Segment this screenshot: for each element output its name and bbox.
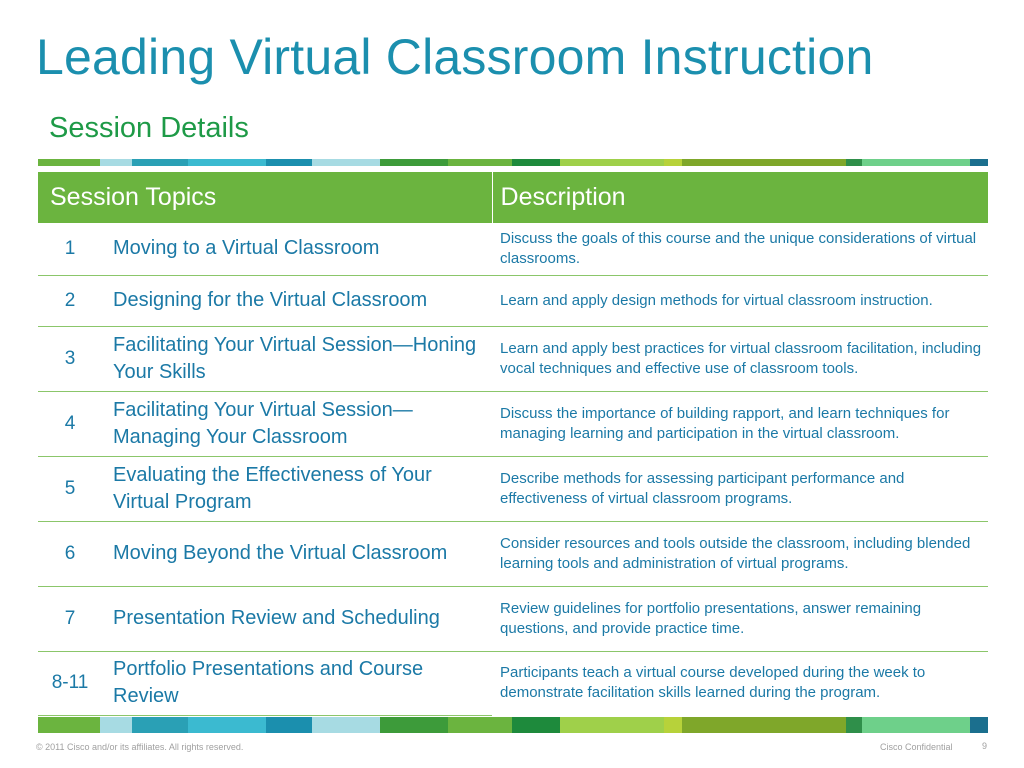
column-header-description: Description: [492, 172, 988, 223]
stripe-segment: [132, 717, 188, 733]
stripe-segment: [38, 717, 100, 733]
stripe-segment: [970, 717, 988, 733]
session-number: 6: [38, 521, 102, 586]
stripe-segment: [862, 717, 970, 733]
table-header-row: [38, 172, 988, 223]
session-number: 7: [38, 586, 102, 651]
session-number: 4: [38, 391, 102, 456]
stripe-segment: [846, 159, 862, 166]
session-topic: Designing for the Virtual Classroom: [102, 275, 492, 326]
stripe-segment: [448, 159, 512, 166]
stripe-segment: [312, 717, 380, 733]
session-topic: Moving Beyond the Virtual Classroom: [102, 521, 492, 586]
table-row: [38, 223, 988, 275]
stripe-segment: [512, 159, 560, 166]
stripe-segment: [560, 717, 664, 733]
session-description: Review guidelines for portfolio presentations, answer remaining questions, and provide practice time.: [492, 586, 988, 651]
table-row: [38, 275, 988, 326]
session-description: Discuss the goals of this course and the unique considerations of virtual classrooms.: [492, 223, 988, 275]
stripe-segment: [132, 159, 188, 166]
session-number: 1: [38, 223, 102, 275]
page-subtitle: Session Details: [49, 112, 249, 144]
stripe-segment: [380, 159, 448, 166]
stripe-segment: [664, 159, 682, 166]
stripe-segment: [448, 717, 512, 733]
column-header-topics: Session Topics: [38, 172, 492, 223]
session-description: Participants teach a virtual course developed during the week to demonstrate facilitation skills learned during the program.: [500, 664, 926, 702]
session-number: 8-11: [38, 651, 102, 715]
stripe-segment: [512, 717, 560, 733]
stripe-segment: [682, 159, 846, 166]
session-number: 2: [38, 275, 102, 326]
stripe-segment: [970, 159, 988, 166]
table-row: [38, 456, 988, 521]
session-topic: Moving to a Virtual Classroom: [102, 223, 492, 275]
stripe-segment: [664, 717, 682, 733]
session-description: Discuss the importance of building rapport, and learn techniques for managing learning and participation in the virtual classroom.: [492, 391, 988, 456]
session-topic: Facilitating Your Virtual Session—Managing Your Classroom: [102, 391, 492, 456]
session-description: Consider resources and tools outside the classroom, including blended learning tools and administration of virtual programs.: [492, 521, 988, 586]
stripe-segment: [100, 717, 132, 733]
page-title: Leading Virtual Classroom Instruction: [36, 29, 874, 85]
stripe-segment: [266, 717, 312, 733]
stripe-segment: [862, 159, 970, 166]
stripe-segment: [312, 159, 380, 166]
stripe-segment: [266, 159, 312, 166]
session-topic: Facilitating Your Virtual Session—Honing Your Skills: [102, 326, 492, 391]
session-table: [38, 172, 988, 716]
stripe-segment: [38, 159, 100, 166]
stripe-segment: [100, 159, 132, 166]
session-number: 5: [38, 456, 102, 521]
stripe-segment: [188, 717, 266, 733]
session-description: Describe methods for assessing participant performance and effectiveness of virtual classroom programs.: [492, 456, 988, 521]
session-description: Learn and apply design methods for virtual classroom instruction.: [492, 275, 988, 326]
session-topic: Presentation Review and Scheduling: [102, 586, 492, 651]
table-row: [38, 651, 988, 715]
stripe-segment: [560, 159, 664, 166]
confidential-label: Cisco Confidential: [880, 742, 953, 752]
session-topic: Evaluating the Effectiveness of Your Virtual Program: [102, 456, 492, 521]
stripe-segment: [846, 717, 862, 733]
session-number: 3: [38, 326, 102, 391]
session-description: Learn and apply best practices for virtual classroom facilitation, including vocal techniques and effective use of classroom tools.: [492, 326, 988, 391]
table-row: [38, 521, 988, 586]
table-row: [38, 326, 988, 391]
page-number: 9: [982, 741, 988, 751]
decorative-stripe-bottom: [38, 717, 988, 733]
table-row: [38, 586, 988, 651]
stripe-segment: [188, 159, 266, 166]
decorative-stripe-top: [38, 159, 988, 166]
copyright-notice: © 2011 Cisco and/or its affiliates. All rights reserved.: [36, 742, 244, 752]
session-topic: Portfolio Presentations and Course Review: [102, 651, 492, 715]
stripe-segment: [682, 717, 846, 733]
table-row: [38, 391, 988, 456]
stripe-segment: [380, 717, 448, 733]
